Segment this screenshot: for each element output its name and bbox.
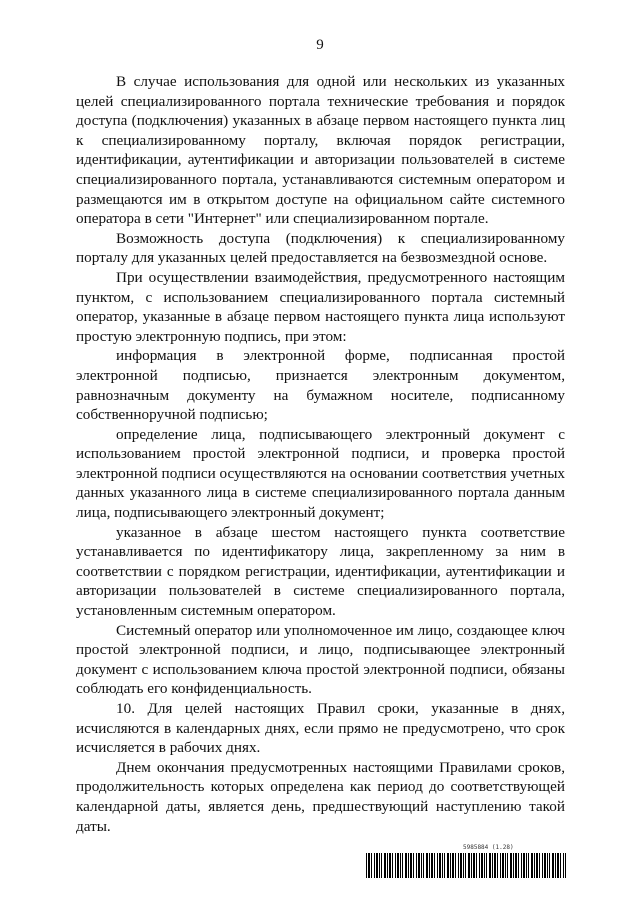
paragraph: Днем окончания предусмотренных настоящими Правилами сроков, продолжительность которых определена как период до соответствующей календарной даты, является день, предшествующий наступлению такой даты. <box>76 758 565 835</box>
document-body <box>76 72 565 836</box>
barcode-caption: 5985884 (1.28) <box>463 844 514 851</box>
paragraph: При осуществлении взаимодействия, предусмотренного настоящим пунктом, с использованием специализированного портала системный оператор, указанные в абзаце первом настоящего пункта лица используют простую электронную подпись, при этом: <box>76 268 565 345</box>
barcode-image <box>366 853 566 878</box>
paragraph: В случае использования для одной или нескольких из указанных целей специализированного портала технические требования и порядок доступа (подключения) указанных в абзаце первом настоящего пункта лиц к специализированному порталу, включая порядок регистрации, идентификации, аутентификации и авторизации пользователей в системе специализированного портала, устанавливаются системным оператором и размещаются им в открытом доступе на официальном сайте системного оператора в сети "Интернет" или специализированном портале. <box>76 73 565 228</box>
paragraph: указанное в абзаце шестом настоящего пункта соответствие устанавливается по идентификатору лица, закрепленному за ним в соответствии с порядком регистрации, идентификации, аутентификации и авторизации пользователей в системе специализированного портала, установленным системным оператором. <box>76 523 565 620</box>
paragraph: Системный оператор или уполномоченное им лицо, создающее ключ простой электронной подписи, и лицо, подписывающее электронный документ с использованием ключа простой электронной подписи, обязаны соблюдать его конфиденциальность. <box>76 621 565 698</box>
paragraph: информация в электронной форме, подписанная простой электронной подписью, признается электронным документом, равнозначным документу на бумажном носителе, подписанному собственноручной подписью; <box>76 347 565 424</box>
paragraph: Возможность доступа (подключения) к специализированному порталу для указанных целей предоставляется на безвозмездной основе. <box>76 229 565 267</box>
page-number: 9 <box>316 37 324 53</box>
paragraph: определение лица, подписывающего электронный документ с использованием простой электронной подписи, и проверка простой электронной подписи осуществляются на основании соответствия учетных данных указанного лица в системе специализированного портала данным лица, подписывающего электронный документ; <box>76 425 565 522</box>
paragraph: 10. Для целей настоящих Правил сроки, указанные в днях, исчисляются в календарных днях, если прямо не предусмотрено, что срок исчисляется в рабочих днях. <box>76 700 565 757</box>
